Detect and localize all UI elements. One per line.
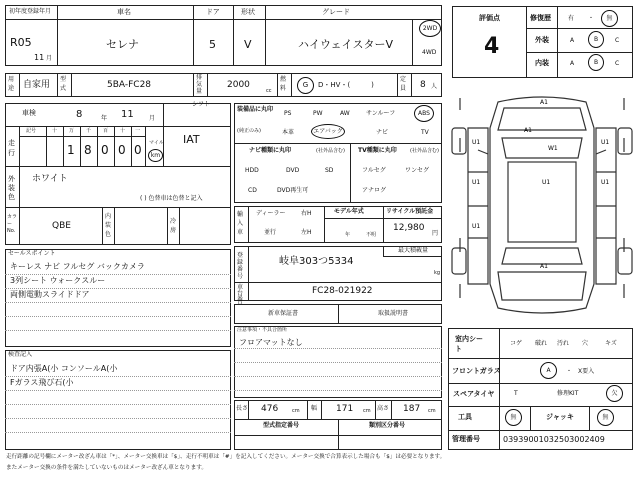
navi-dvd-play: DVD再生可 bbox=[277, 187, 309, 194]
width-label: 幅 bbox=[311, 405, 318, 412]
recycle-unit: 円 bbox=[432, 230, 439, 237]
registration-number: 岐阜303つ5334 bbox=[279, 256, 354, 267]
exterior-grade-a: A bbox=[570, 37, 575, 44]
mileage-unit-5: 十 bbox=[120, 128, 126, 134]
tools-no-circle: 無 bbox=[505, 409, 522, 426]
new-car-cert: 新車保証書 bbox=[268, 310, 299, 317]
exterior-grade-c: C bbox=[615, 37, 620, 44]
tv-sub: (社外品含む) bbox=[410, 148, 439, 154]
reg-year: R05 bbox=[10, 36, 32, 49]
notes-label: 注意事項・不具合箇所 bbox=[237, 327, 288, 333]
glass-x: X要入 bbox=[578, 368, 595, 375]
header-table bbox=[5, 5, 442, 66]
seat-label: 室内シート bbox=[455, 335, 483, 353]
length-label: 長さ bbox=[236, 405, 249, 412]
equip-sunroof: サンルーフ bbox=[366, 110, 396, 117]
mark-u1-right: U1 bbox=[601, 139, 610, 146]
score-label: 評価点 bbox=[479, 14, 500, 22]
equip-pw: PW bbox=[313, 110, 323, 117]
seat-scratch: キズ bbox=[605, 340, 617, 347]
capacity: 8 bbox=[420, 80, 426, 90]
max-load-unit: kg bbox=[434, 270, 441, 276]
spare-repair-kit: 修理KIT bbox=[557, 390, 579, 397]
inspection-label: 車検 bbox=[22, 109, 36, 117]
glass-label: フロントガラス bbox=[452, 367, 501, 375]
seat-hole: 穴 bbox=[582, 340, 589, 347]
drive-4wd: 4WD bbox=[422, 49, 437, 56]
footer-line-1: 走行距離の記号欄にメーター改ざん車は「*」、メーター交換車は「$」、走行不明車は「#」を記入してください。メーター交換で合算表示した場合も「$」は必要となります。 bbox=[6, 454, 446, 460]
max-load-label: 最大積載量 bbox=[398, 247, 429, 254]
model-year-unknown: 不明 bbox=[366, 232, 377, 238]
tv-fullseg: フルセグ bbox=[362, 167, 386, 174]
glass-a-circle: A bbox=[540, 362, 557, 379]
repair-sep: ・ bbox=[588, 15, 595, 22]
sales-point-2: 両側電動スライドドア bbox=[10, 290, 90, 299]
mileage-mile: マイル bbox=[149, 140, 164, 146]
equip-leather: 本革 bbox=[282, 129, 295, 136]
repair-no-circle: 無 bbox=[601, 10, 618, 27]
glass-sep: ・ bbox=[566, 368, 573, 375]
grade: ハイウェイスターV bbox=[298, 38, 393, 51]
mark-u1-center: U1 bbox=[542, 179, 551, 186]
import-left: 左H bbox=[301, 229, 312, 236]
manual: 取扱説明書 bbox=[378, 310, 409, 317]
exterior-note: ( ) 色替車は色替と記入 bbox=[140, 195, 203, 202]
usage-label: 用途 bbox=[8, 76, 15, 92]
tv-oneseg: ワンセグ bbox=[405, 167, 430, 174]
height: 187 bbox=[403, 404, 421, 414]
disp-label: 排気量 bbox=[196, 74, 203, 95]
length: 476 bbox=[261, 404, 279, 414]
repair-label: 修復歴 bbox=[530, 14, 551, 22]
inspector-label: 検査記入 bbox=[8, 351, 33, 358]
model-year-unit: 年 bbox=[345, 232, 351, 238]
navi-sd: SD bbox=[325, 167, 334, 174]
inspection-month-unit: 月 bbox=[149, 115, 156, 122]
model-label: 型式 bbox=[60, 76, 67, 92]
import-parallel: 並行 bbox=[264, 229, 277, 236]
interior-grade-c: C bbox=[615, 60, 620, 67]
interior-grade-a: A bbox=[570, 60, 575, 67]
inspector-line-1: Fガラス飛び石(小 bbox=[10, 378, 74, 387]
capacity-unit: 人 bbox=[431, 83, 438, 90]
mileage-digit-0: 1 bbox=[67, 143, 75, 157]
spare-t: T bbox=[514, 390, 518, 397]
navi-cd: CD bbox=[248, 187, 257, 194]
jack-label: ジャッキ bbox=[546, 413, 574, 421]
fuel-label: 燃料 bbox=[280, 76, 287, 92]
shift: IAT bbox=[183, 133, 200, 146]
tv-analog: アナログ bbox=[362, 187, 387, 194]
mileage-unit-6: 一 bbox=[135, 128, 141, 134]
vehicle-damage-diagram bbox=[448, 88, 636, 324]
model-year-label: モデル年式 bbox=[334, 208, 364, 215]
equip-ps: PS bbox=[284, 110, 292, 117]
mgmt-number: 0393900103250300​2409 bbox=[503, 435, 605, 444]
model: 5BA-FC28 bbox=[107, 80, 152, 90]
import-right: 右H bbox=[301, 210, 312, 217]
fuel-g-circle: G bbox=[297, 77, 314, 94]
mark-u1-lower-right: U1 bbox=[601, 179, 610, 186]
mileage-km-circle: km bbox=[148, 149, 163, 162]
drive-2wd-circle: 2WD bbox=[419, 20, 441, 37]
score-value: 4 bbox=[484, 34, 500, 59]
color-code-label: カラー No. bbox=[7, 214, 18, 234]
interior-label: 内装色 bbox=[105, 213, 112, 238]
disp-unit: cc bbox=[266, 88, 272, 94]
cooling-label: 冷房 bbox=[170, 218, 177, 234]
capacity-label: 定員 bbox=[400, 76, 407, 92]
mileage-unit-0: 記号 bbox=[26, 128, 37, 134]
inspection-month: 11 bbox=[121, 109, 134, 120]
equipment-subtitle: (純正のみ) bbox=[237, 128, 261, 134]
recycle-amount: 12,980 bbox=[393, 223, 425, 233]
interior-grade-b-circle: B bbox=[588, 54, 604, 71]
mileage-unit-4: 百 bbox=[103, 128, 109, 134]
mileage-digit-4: 0 bbox=[134, 143, 142, 157]
mileage-digit-1: 8 bbox=[84, 143, 92, 157]
sales-point-1: 3列シート ウォークスルー bbox=[10, 276, 106, 285]
equip-aw: AW bbox=[340, 110, 350, 117]
navi-title: ナビ種類に丸印 bbox=[249, 147, 292, 154]
tv-title: TV種類に丸印 bbox=[358, 147, 397, 154]
exterior-score-label: 外装 bbox=[535, 36, 549, 44]
class-label: 類別区分番号 bbox=[369, 422, 406, 429]
footer-line-2: またメーター交換の条件を満たしていないものはメーター改ざん車となります。 bbox=[6, 465, 207, 471]
mark-u1-door: U1 bbox=[472, 223, 481, 230]
width: 171 bbox=[336, 404, 354, 414]
fuel-rest: D・HV・( ) bbox=[318, 81, 374, 89]
chassis-number: FC28-021922 bbox=[312, 286, 373, 296]
navi-sub: (社外品含む) bbox=[316, 148, 345, 154]
mark-a1-top: A1 bbox=[540, 99, 548, 106]
mileage-digit-3: 0 bbox=[118, 143, 126, 157]
equip-abs-circle: ABS bbox=[414, 105, 434, 122]
car-name-label: 車名 bbox=[117, 8, 131, 16]
seat-tear: 破れ bbox=[535, 340, 548, 347]
mileage-unit-3: 千 bbox=[86, 128, 92, 134]
inspection-year: 8 bbox=[76, 109, 83, 120]
mileage-label: 走行 bbox=[8, 139, 15, 157]
height-unit: cm bbox=[428, 408, 436, 414]
inspector-line-0: ドア内張A(小 コンソールA(小 bbox=[10, 364, 118, 373]
interior-score-label: 内装 bbox=[535, 59, 549, 67]
equipment-title: 装備品に丸印 bbox=[237, 106, 274, 113]
notes-text: フロアマットなし bbox=[239, 338, 303, 347]
tools-label: 工具 bbox=[458, 413, 472, 421]
spare-missing-circle: 欠 bbox=[606, 385, 623, 402]
mileage-unit-2: 万 bbox=[69, 128, 75, 134]
height-label: 高さ bbox=[377, 405, 390, 412]
spare-label: スペアタイヤ bbox=[453, 390, 495, 398]
jack-no-circle: 無 bbox=[597, 409, 614, 426]
mark-w1: W1 bbox=[548, 145, 558, 152]
usage: 自家用 bbox=[23, 80, 51, 90]
reg-month-unit: 月 bbox=[46, 55, 53, 62]
mileage-unit-1: 十 bbox=[52, 128, 58, 134]
length-unit: cm bbox=[292, 408, 300, 414]
equip-tv: TV bbox=[421, 129, 429, 136]
mark-u1-left: U1 bbox=[472, 139, 481, 146]
repair-yes: 有 bbox=[568, 15, 575, 22]
navi-dvd: DVD bbox=[286, 167, 300, 174]
mileage-digit-2: 0 bbox=[101, 143, 109, 157]
type-cert-label: 型式指定番号 bbox=[263, 422, 300, 429]
mgmt-label: 管理番号 bbox=[452, 435, 480, 443]
mark-a1-rear: A1 bbox=[540, 263, 548, 270]
seat-stain: 汚れ bbox=[557, 340, 570, 347]
doors: 5 bbox=[209, 38, 216, 51]
seat-burn: コゲ bbox=[510, 340, 523, 347]
import-label: 輸入車 bbox=[237, 211, 244, 236]
mark-u1-lower-left: U1 bbox=[472, 179, 481, 186]
door-label: ドア bbox=[206, 8, 220, 16]
equip-navi: ナビ bbox=[376, 129, 389, 136]
inspection-year-unit: 年 bbox=[101, 115, 108, 122]
exterior-color: ホワイト bbox=[32, 174, 68, 184]
exterior-label: 外装色 bbox=[8, 175, 15, 201]
chassis-label: 車台番 bbox=[237, 284, 244, 303]
color-code: QBE bbox=[52, 221, 71, 231]
width-unit: cm bbox=[363, 408, 371, 414]
displacement: 2000 bbox=[227, 80, 250, 90]
navi-hdd: HDD bbox=[245, 167, 259, 174]
exterior-grade-b-circle: B bbox=[588, 31, 604, 48]
shape: V bbox=[244, 38, 252, 51]
reg-month: 11 bbox=[34, 53, 45, 62]
car-name: セレナ bbox=[106, 38, 139, 51]
shift-label: シフト bbox=[192, 101, 211, 108]
equip-airbag-circle: エアバッグ bbox=[311, 124, 345, 139]
grade-label: グレード bbox=[322, 8, 350, 16]
reg-year-label: 初年度登録年月 bbox=[9, 8, 52, 15]
registration-label: 登録番号 bbox=[237, 252, 244, 280]
mark-a1-mid: A1 bbox=[524, 127, 532, 134]
import-dealer: ディーラー bbox=[256, 210, 286, 217]
recycle-label: リサイクル預託金 bbox=[386, 208, 434, 215]
sales-points-label: セールスポイント bbox=[8, 250, 56, 257]
shape-label: 形状 bbox=[241, 8, 255, 16]
sales-point-0: キーレス ナビ フルセグ バックカメラ bbox=[10, 262, 145, 271]
